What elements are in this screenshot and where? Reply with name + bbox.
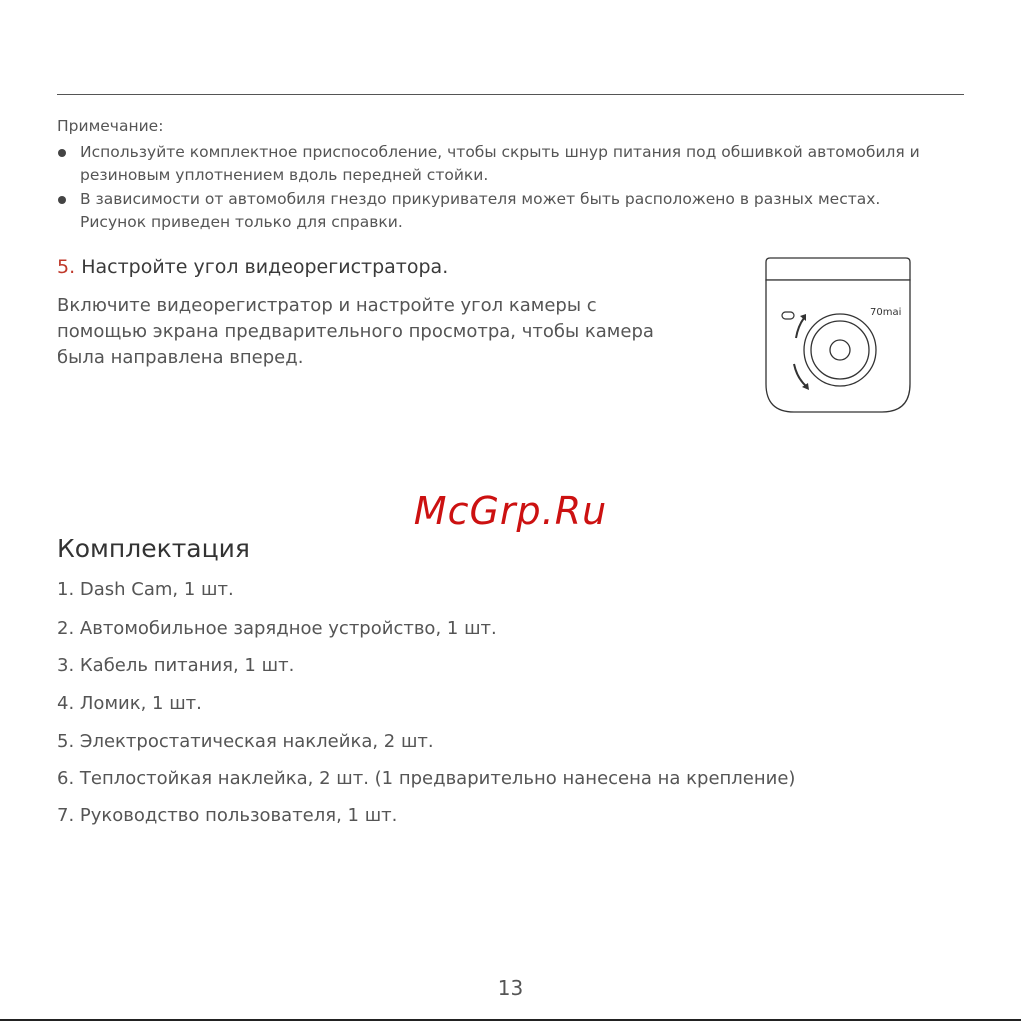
step-title: Настройте угол видеорегистратора.: [81, 256, 449, 278]
step-heading: [57, 256, 448, 278]
note-item: [80, 141, 940, 187]
section-title: Комплектация: [57, 534, 250, 563]
list-item: 5. Электростатическая наклейка, 2 шт.: [57, 731, 434, 752]
note-item-text: В зависимости от автомобиля гнездо прикуривателя может быть расположено в разных местах. Рисунок приведен только для справки.: [80, 190, 881, 231]
list-item: 6. Теплостойкая наклейка, 2 шт. (1 предварительно нанесена на крепление): [57, 768, 796, 789]
bullet-icon: [58, 196, 66, 204]
watermark: McGrp.Ru: [413, 489, 608, 533]
note-item: [80, 188, 940, 234]
brand-logo: 70mai: [870, 307, 902, 318]
note-title: Примечание:: [57, 117, 164, 135]
page-number: 13: [497, 976, 524, 1000]
dash-cam-illustration: [762, 254, 914, 414]
note-item-text: Используйте комплектное приспособление, чтобы скрыть шнур питания под обшивкой автомобиля и резиновым уплотнением вдоль передней стойки.: [80, 143, 920, 184]
step-number: 5.: [57, 256, 76, 278]
list-item: 4. Ломик, 1 шт.: [57, 693, 202, 714]
list-item: 3. Кабель питания, 1 шт.: [57, 655, 295, 676]
step-body: Включите видеорегистратор и настройте угол камеры с помощью экрана предварительного просмотра, чтобы камера была направлена вперед.: [57, 295, 654, 368]
top-divider: [57, 94, 964, 95]
bullet-icon: [58, 149, 66, 157]
list-item: 2. Автомобильное зарядное устройство, 1 шт.: [57, 618, 497, 639]
list-item: 1. Dash Cam, 1 шт.: [57, 579, 234, 600]
list-item: 7. Руководство пользователя, 1 шт.: [57, 805, 398, 826]
